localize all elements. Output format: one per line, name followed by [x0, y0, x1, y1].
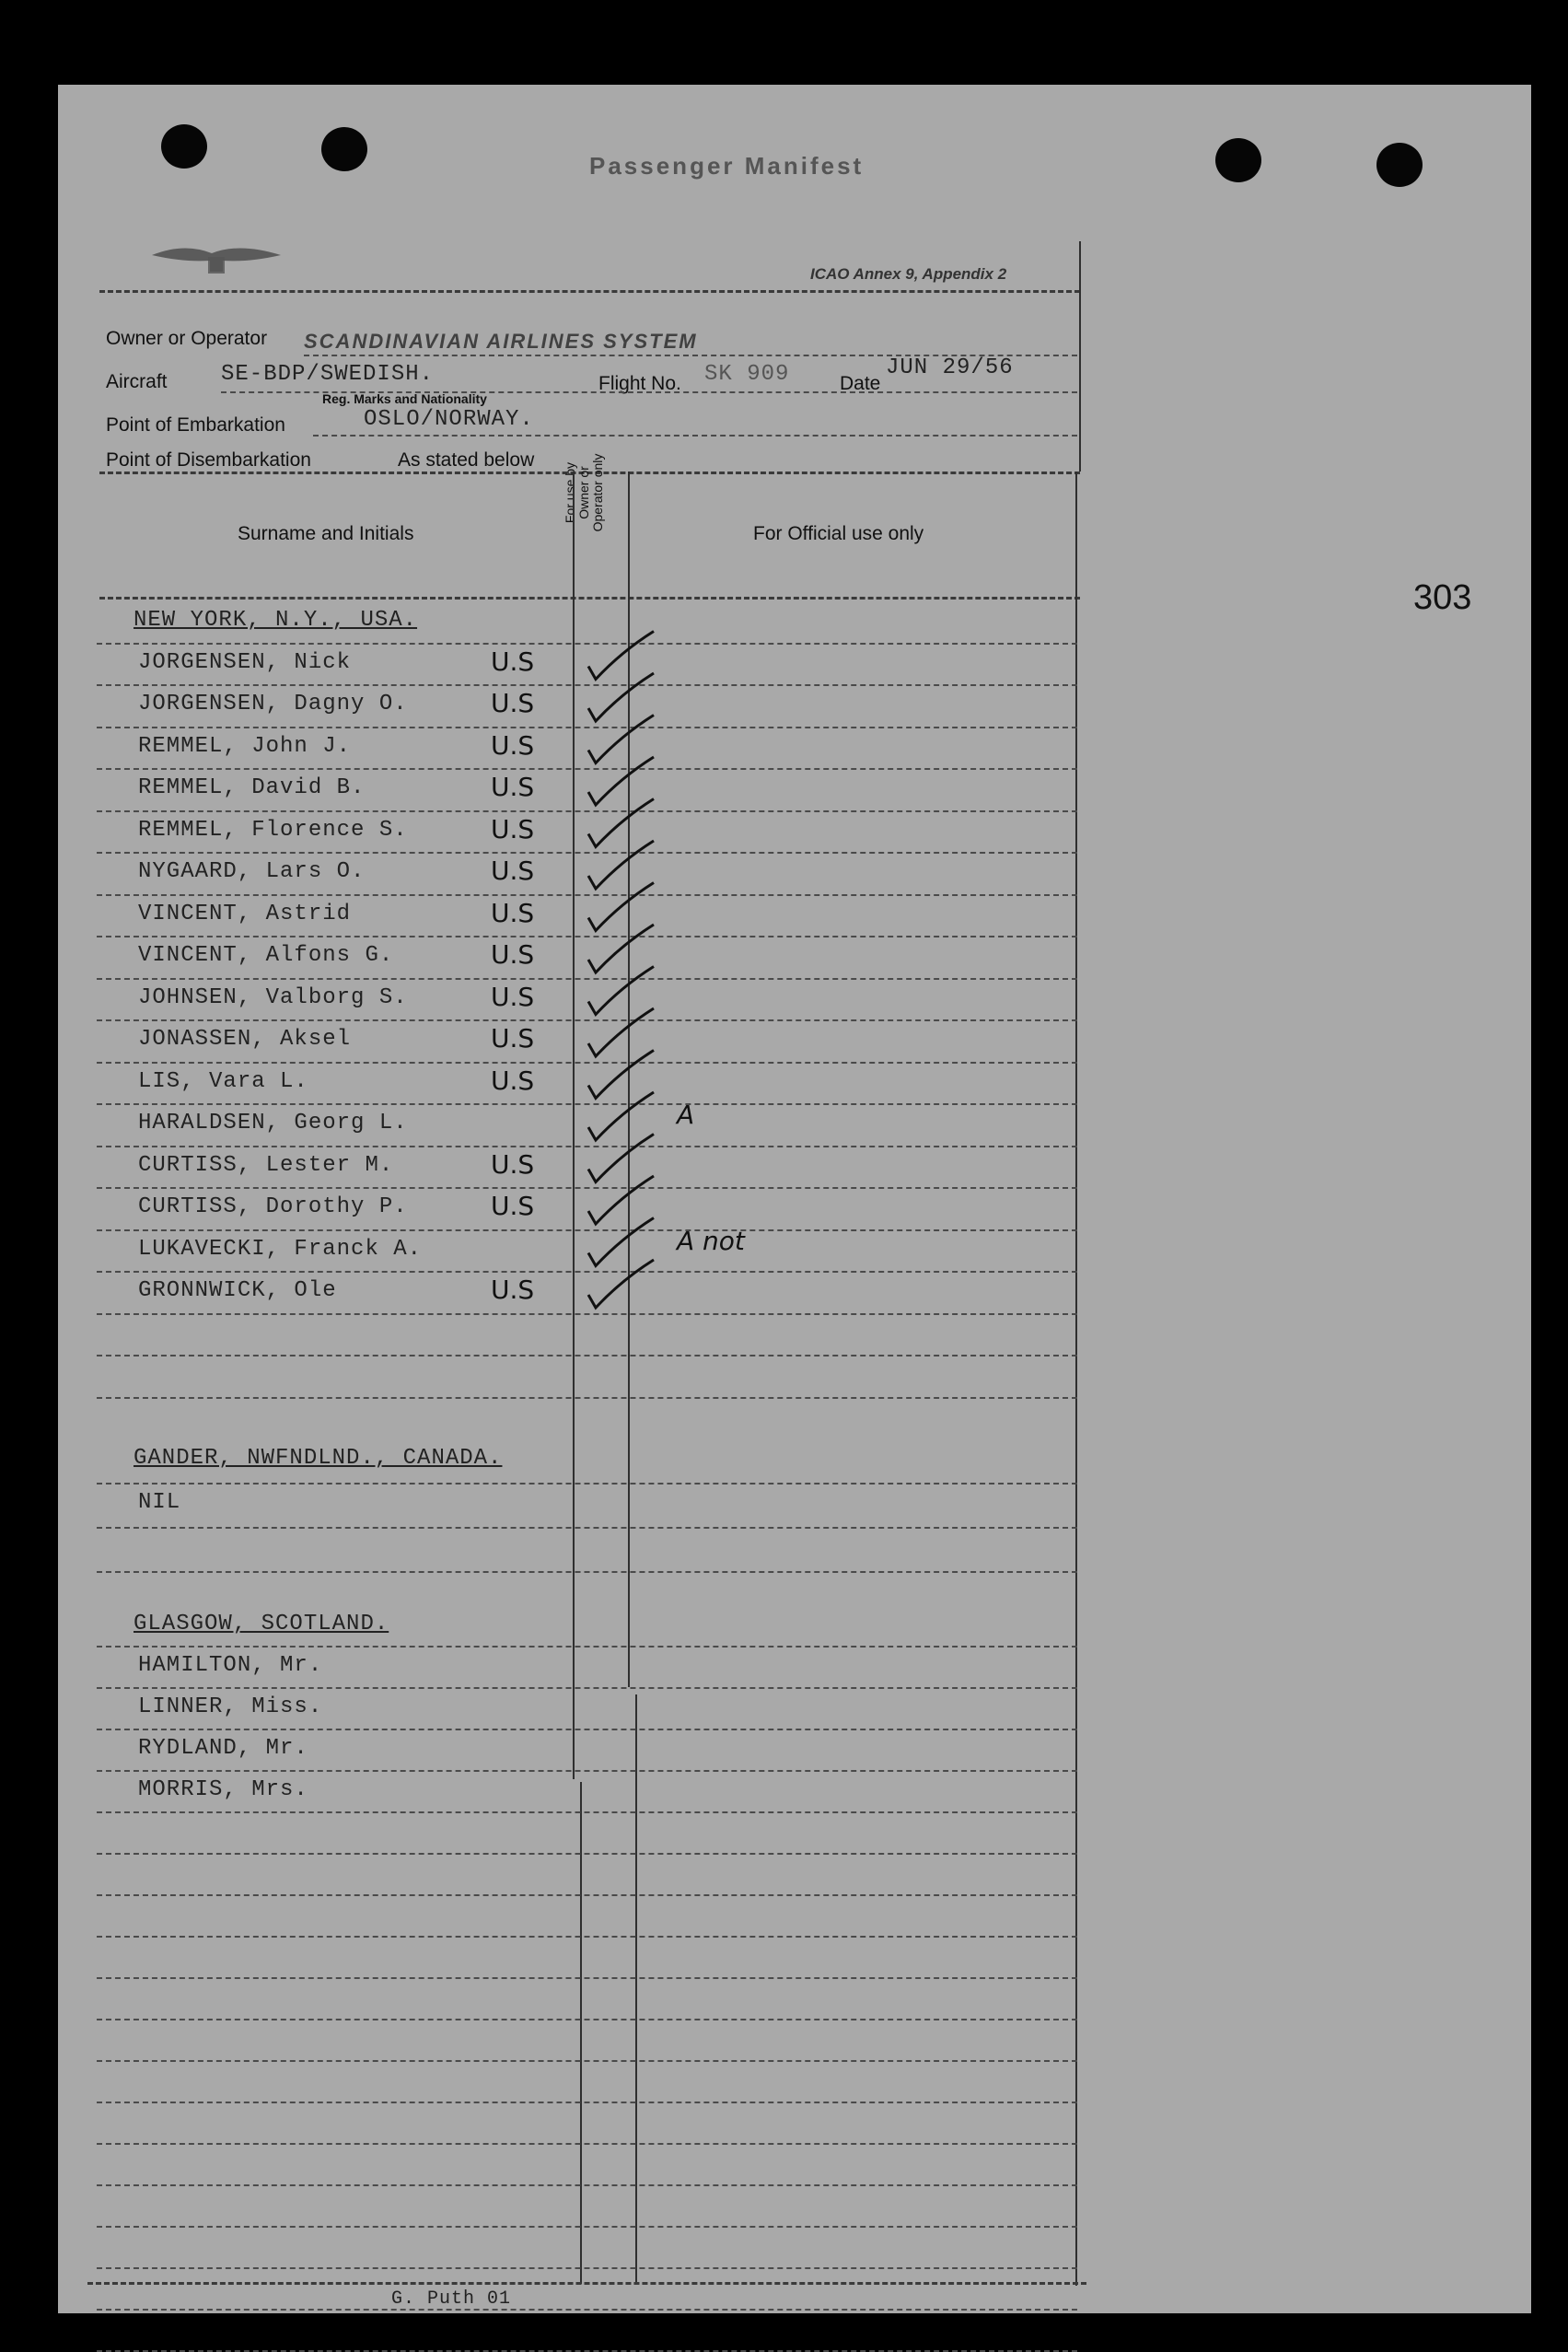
reg-note: Reg. Marks and Nationality [322, 391, 487, 406]
nationality-mark: U.S [491, 1148, 535, 1180]
nationality-mark: U.S [491, 1191, 535, 1221]
embark-value: OSLO/NORWAY. [364, 407, 534, 432]
nationality-mark: U.S [491, 813, 535, 844]
checkmark [588, 1008, 654, 1056]
passenger-name: LUKAVECKI, Franck A. [138, 1236, 423, 1262]
checkmark [588, 1218, 654, 1266]
nationality-mark: U.S [491, 981, 535, 1012]
checkmark [588, 1135, 654, 1182]
passenger-name: JORGENSEN, Dagny O. [138, 692, 408, 716]
nationality-mark: U.S [491, 897, 535, 928]
date-label: Date [840, 373, 881, 394]
nationality-mark: U.S [491, 1065, 535, 1096]
checkmark [588, 799, 654, 847]
date-value: JUN 29/56 [886, 355, 1014, 380]
passenger-name: HARALDSEN, Georg L. [138, 1111, 408, 1135]
checkmark [588, 632, 654, 680]
destination-heading: GANDER, NWFNDLND., CANADA. [134, 1446, 503, 1471]
passenger-name: REMMEL, John J. [138, 733, 352, 759]
nationality-mark: U.S [491, 856, 535, 886]
passenger-name: JORGENSEN, Nick [138, 649, 352, 675]
passenger-name: LIS, Vara L. [138, 1068, 308, 1094]
nationality-mark: U.S [491, 1275, 535, 1305]
passenger-name: NIL [138, 1490, 181, 1515]
passenger-name: JONASSEN, Aksel [138, 1027, 352, 1052]
passenger-name: CURTISS, Dorothy P. [138, 1194, 408, 1219]
nationality-mark: U.S [491, 646, 535, 677]
passenger-name: VINCENT, Alfons G. [138, 943, 394, 968]
passenger-name: CURTISS, Lester M. [138, 1152, 394, 1178]
nationality-mark: U.S [491, 729, 535, 761]
owner-value: SCANDINAVIAN AIRLINES SYSTEM [304, 330, 698, 353]
handwritten-note: A not [677, 1225, 745, 1256]
passenger-name: HAMILTON, Mr. [138, 1653, 323, 1678]
aircraft-value: SE-BDP/SWEDISH. [221, 362, 435, 387]
footer-text: G. Puth 01 [391, 2288, 512, 2310]
passenger-name: NYGAARD, Lars O. [138, 859, 366, 884]
destination-heading: NEW YORK, N.Y., USA. [134, 608, 418, 633]
checkmark [588, 925, 654, 972]
passenger-name: MORRIS, Mrs. [138, 1777, 308, 1802]
passenger-name: GRONNWICK, Ole [138, 1278, 337, 1303]
destination-heading: GLASGOW, SCOTLAND. [134, 1612, 389, 1636]
embark-label: Point of Embarkation [106, 414, 285, 436]
col-surname: Surname and Initials [238, 523, 414, 544]
checkmark [588, 1260, 654, 1308]
owner-label: Owner or Operator [106, 328, 268, 349]
aircraft-label: Aircraft [106, 371, 168, 392]
checkmark [588, 1176, 654, 1224]
nationality-mark: U.S [491, 1023, 535, 1054]
nationality-mark: U.S [491, 772, 535, 802]
passenger-name: REMMEL, Florence S. [138, 817, 408, 843]
passenger-name: LINNER, Miss. [138, 1694, 323, 1719]
checkmark [588, 841, 654, 889]
passenger-name: RYDLAND, Mr. [138, 1736, 308, 1761]
disembark-value: As stated below [398, 449, 535, 471]
disembark-label: Point of Disembarkation [106, 449, 311, 471]
checkmark [588, 757, 654, 805]
passenger-name: JOHNSEN, Valborg S. [138, 984, 408, 1010]
checkmark [588, 1051, 654, 1099]
nationality-mark: U.S [491, 688, 535, 718]
form-subtitle: ICAO Annex 9, Appendix 2 [810, 265, 1007, 283]
checkmark [588, 883, 654, 931]
checkmark [588, 716, 654, 763]
col-official: For Official use only [753, 523, 924, 544]
page-number: 303 [1413, 578, 1472, 617]
nationality-mark: U.S [491, 939, 535, 970]
flight-value: SK 909 [704, 362, 790, 387]
passenger-name: VINCENT, Astrid [138, 901, 352, 926]
checkmark [588, 1092, 654, 1140]
handwritten-note: A [677, 1100, 695, 1130]
checkmark [588, 967, 654, 1015]
checkmark [588, 673, 654, 721]
flight-label: Flight No. [598, 373, 681, 394]
col-owner-use: For use by Owner or Operator only [563, 453, 605, 532]
passenger-name: REMMEL, David B. [138, 775, 366, 800]
form-title: Passenger Manifest [589, 152, 865, 180]
